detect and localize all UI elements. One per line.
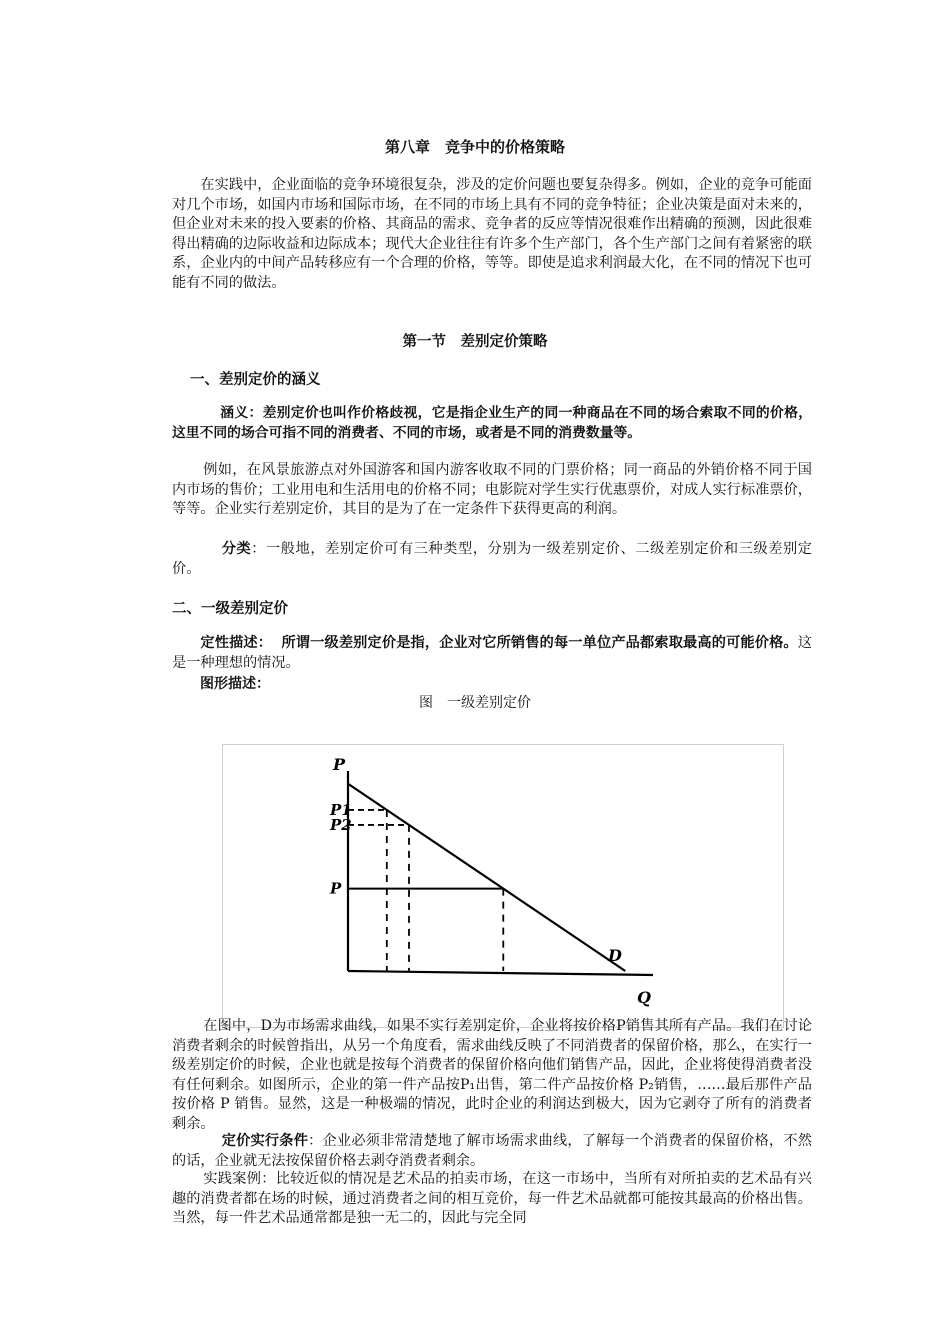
price-label-p1: P1 (330, 800, 352, 819)
qualitative-bold-text: 所谓一级差别定价是指，企业对它所销售的每一单位产品都索取最高的可能价格。 (281, 635, 798, 651)
heading-first-degree: 二、一级差别定价 (172, 601, 288, 617)
demand-curve (348, 784, 625, 971)
classification-label: 分类 (221, 541, 252, 557)
condition-label: 定价实行条件 (221, 1133, 309, 1149)
condition-paragraph (172, 1132, 812, 1171)
section-title: 第一节 差别定价策略 (402, 334, 548, 350)
demand-chart (223, 745, 783, 1027)
case-paragraph: 实践案例：比较近似的情况是艺术品的拍卖市场，在这一市场中，当所有对所拍卖的艺术品有兴趣的消费者都在场的时候，通过消费者之间的相互竞价，每一件艺术品就都可能按其最高的价格出售。当然，每一件艺术品通常都是独一无二的，因此与完全同 (172, 1171, 812, 1227)
intro-paragraph: 在实践中，企业面临的竞争环境很复杂，涉及的定价问题也要复杂得多。例如，企业的竞争可能面对几个市场，如国内市场和国际市场，在不同的市场上具有不同的竞争特征；企业决策是面对未来的，但企业对未来的投入要素的价格、其商品的需求、竞争者的反应等情况很难作出精确的预测，因此很难得出精确的边际收益和边际成本；现代大企业往往有许多个生产部门，各个生产部门之间有着紧密的联系，企业内的中间产品转移应有一个合理的价格，等等。即使是追求利润最大化，在不同的情况下也可能有不同的做法。 (172, 177, 812, 291)
figure-caption: 图 一级差别定价 (419, 695, 531, 711)
qualitative-text: 这是一种理想的情况。 (172, 635, 812, 671)
price-label-p: P (330, 879, 342, 898)
classification-text: ：一般地，差别定价可有三种类型，分别为一级差别定价、二级差别定价和三级差别定价。 (172, 541, 812, 577)
price-label-p2: P2 (330, 815, 352, 834)
heading-definition: 一、差别定价的涵义 (190, 372, 321, 388)
graphic-description-label: 图形描述： (200, 676, 270, 692)
qualitative-label: 定性描述： (200, 635, 273, 651)
figure-explanation-paragraph: 在图中，D为市场需求曲线，如果不实行差别定价，企业将按价格P销售其所有产品。我们在讨论消费者剩余的时候曾指出，从另一个角度看，需求曲线反映了不同消费者的保留价格，那么，在实行一级差别定价的时候，企业也就是按每个消费者的保留价格向他们销售产品，因此，企业将使得消费者没有任何剩余。如图所示，企业的第一件产品按P₁出售，第二件产品按价格 P₂销售，……最后那件产品按价格 P 销售。显然，这是一种极端的情况，此时企业的利润达到极大，因为它剥夺了所有的消费者剩余。 (172, 1018, 812, 1132)
demand-chart-figure (222, 744, 784, 1028)
classification-paragraph (172, 540, 812, 579)
y-axis-label: P (333, 755, 346, 774)
qualitative-paragraph (172, 634, 812, 673)
demand-curve-label: D (608, 946, 622, 965)
example-paragraph: 例如，在风景旅游点对外国游客和国内游客收取不同的门票价格；同一商品的外销价格不同于国内市场的售价；工业用电和生活用电的价格不同；电影院对学生实行优惠票价，对成人实行标准票价，等等。企业实行差别定价，其目的是为了在一定条件下获得更高的利润。 (172, 462, 812, 518)
chapter-title: 第八章 竞争中的价格策略 (384, 138, 565, 156)
definition-paragraph: 涵义：差别定价也叫作价格歧视，它是指企业生产的同一种商品在不同的场合索取不同的价格，这里不同的场合可指不同的消费者、不同的市场，或者是不同的消费数量等。 (172, 405, 812, 441)
x-axis-label: Q (637, 988, 651, 1007)
x-axis (348, 971, 653, 975)
condition-text: ：企业必须非常清楚地了解市场需求曲线，了解每一个消费者的保留价格，不然的话，企业就无法按保留价格去剥夺消费者剩余。 (172, 1133, 812, 1169)
